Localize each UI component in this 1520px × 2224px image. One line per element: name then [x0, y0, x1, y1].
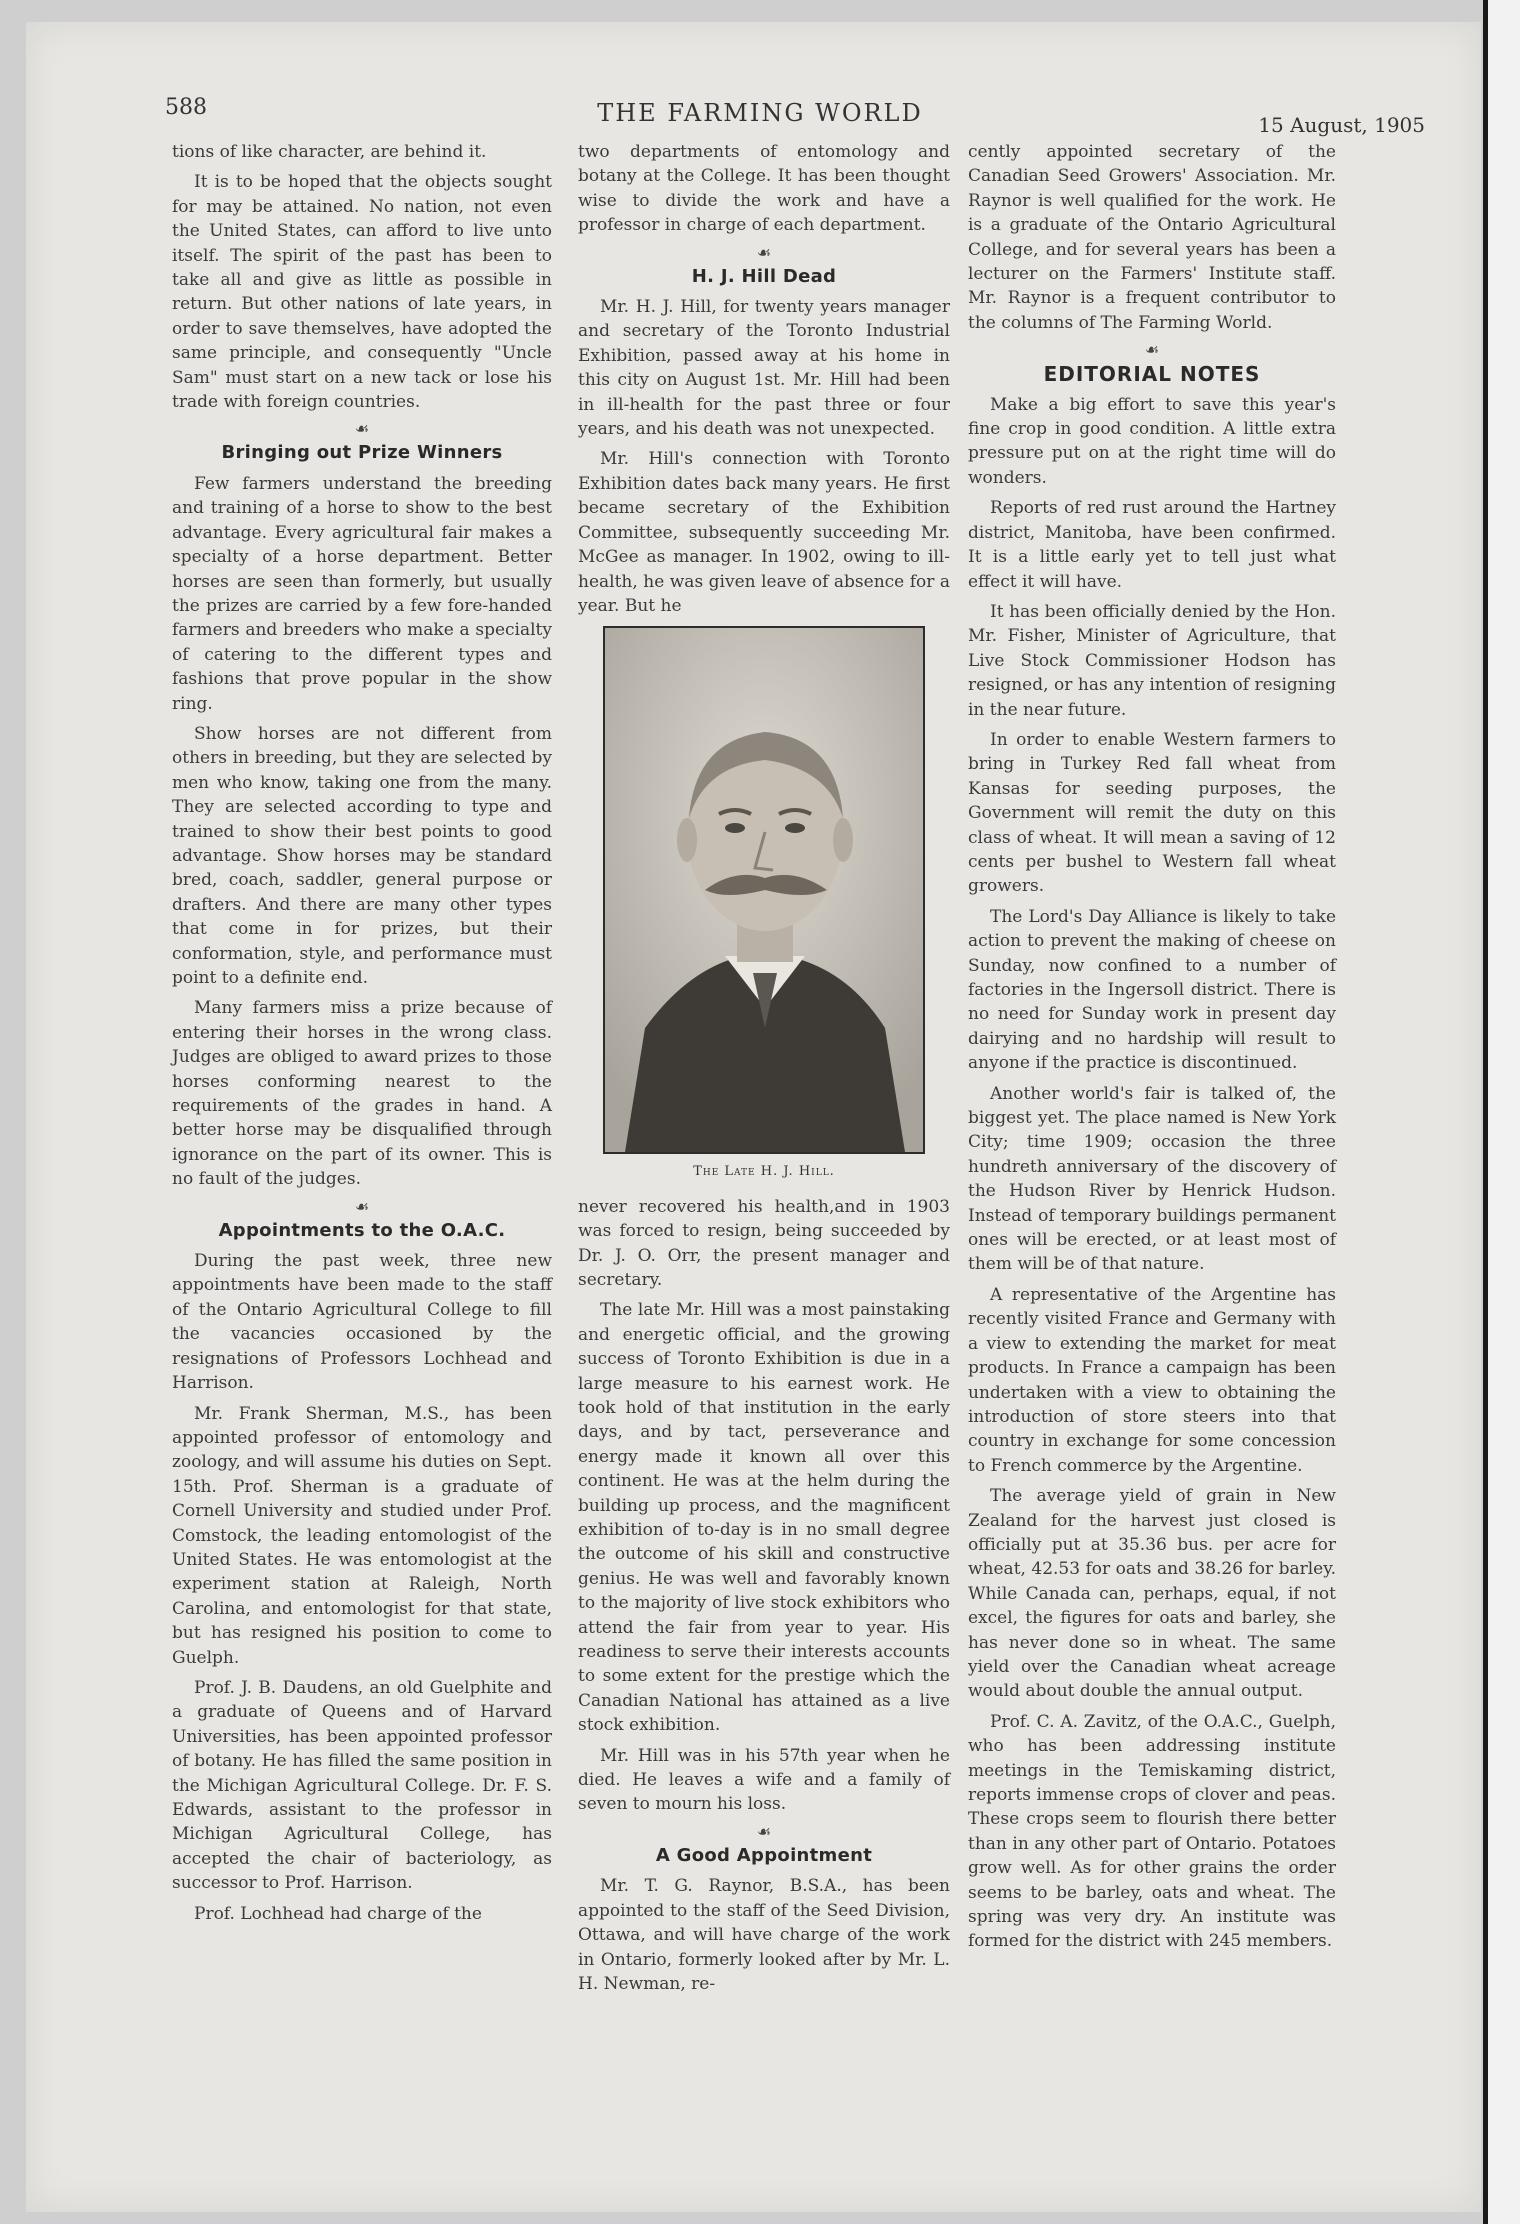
article-heading-oac-appointments: Appointments to the O.A.C. — [218, 1219, 506, 1241]
paragraph: Another world's fair is talked of, the biggest yet. The place named is New York City; time 1909; occasion the three hundreth anniversary of the discovery of the Hudson River by Henrick Hudson. Instead of temporary buildings permanent ones will be erected, or at least most of them will be of that nature. — [968, 1083, 1336, 1275]
paragraph: Mr. H. J. Hill, for twenty years manager and secretary of the Toronto Industrial Exhibition, passed away at his home in this city on August 1st. Mr. Hill had been in ill-health for the past three or four years, and his death was not unexpected. — [578, 297, 950, 440]
masthead-title: THE FARMING WORLD — [597, 99, 923, 127]
fleuron-ornament: ☙ — [756, 1821, 772, 1841]
page-number: 588 — [165, 95, 207, 120]
article-heading-hill-dead: H. J. Hill Dead — [691, 265, 837, 287]
paragraph: The late Mr. Hill was a most painstaking and energetic official, and the growing success of Toronto Exhibition is due in a large measure to his earnest work. He took hold of that institution in the early days, and by tact, perseverance and energy made it known all over this continent. He was at the helm during the building up process, and the magnificent exhibition of to-day is in no small degree the outcome of his skill and constructive genius. He was well and favorably known to the majority of live stock exhibitors who attend the fair from year to year. His readiness to serve their interests accounts to some extent for the prestige which the Canadian National has attained as a live stock exhibition. — [578, 1300, 950, 1736]
paragraph: Make a big effort to save this year's fine crop in good condition. A little extra pressure put on at the right time will do wonders. — [968, 394, 1336, 488]
fleuron-ornament: ☙ — [354, 419, 370, 439]
paragraph: In order to enable Western farmers to bring in Turkey Red fall wheat from Kansas for seeding purposes, the Government will remit the duty on this class of wheat. It will mean a saving of 12 cents per bushel to Western fall wheat growers. — [968, 729, 1336, 897]
paragraph: tions of like character, are behind it. — [172, 142, 487, 162]
column-2 — [578, 140, 950, 2002]
paragraph: never recovered his health,and in 1903 was forced to resign, being succeeded by Dr. J. O. Orr, the present manager and secretary. — [578, 1196, 950, 1290]
paragraph: two departments of entomology and botany at the College. It has been thought wise to divide the work and have a professor in charge of each department. — [578, 142, 950, 236]
scan-margin — [1488, 0, 1520, 2224]
paragraph: Many farmers miss a prize because of entering their horses in the wrong class. Judges are obliged to award prizes to those horses conforming nearest to the requirements of the grades in hand. A better horse may be disqualified through ignorance on the part of its owner. This is no fault of the judges. — [172, 998, 552, 1190]
paragraph: The Lord's Day Alliance is likely to take action to prevent the making of cheese on Sunday, now confined to a number of factories in the Ingersoll district. There is no need for Sunday work in present day dairying and no hardship will result to anyone if the practice is discontinued. — [968, 906, 1336, 1074]
portrait-illustration — [605, 628, 923, 1152]
article-heading-good-appointment: A Good Appointment — [655, 1844, 873, 1866]
paragraph: Show horses are not different from others in breeding, but they are selected by men who know, taking one from the many. They are selected according to type and trained to show their best points to good advantage. Show horses may be standard bred, coach, saddler, general purpose or drafters. And there are many other types that come in for prizes, but their conformation, style, and performance must point to a definite end. — [172, 723, 552, 988]
issue-date: 15 August, 1905 — [1258, 113, 1425, 137]
column-3 — [968, 140, 1336, 1960]
paragraph: Reports of red rust around the Hartney district, Manitoba, have been confirmed. It is a little early yet to tell just what effect it will have. — [968, 498, 1336, 592]
column-1 — [172, 140, 552, 1932]
portrait-photo — [603, 626, 925, 1154]
photo-caption: The Late H. J. Hill. — [693, 1164, 835, 1180]
paragraph: cently appointed secretary of the Canadian Seed Growers' Association. Mr. Raynor is well qualified for the work. He is a graduate of the Ontario Agricultural College, and for several years has been a lecturer on the Farmers' Institute staff. Mr. Raynor is a frequent contributor to the columns of The Farming World. — [968, 142, 1336, 333]
paragraph: It is to be hoped that the objects sought for may be attained. No nation, not even the United States, can afford to live unto itself. The spirit of the past has been to take all and give as little as possible in return. But other nations of late years, in order to save themselves, have adopted the same principle, and consequently "Uncle Sam" must start on a new tack or lose his trade with foreign countries. — [172, 172, 552, 413]
paragraph: Mr. Hill was in his 57th year when he died. He leaves a wife and a family of seven to mourn his loss. — [578, 1745, 950, 1815]
paragraph: Mr. Frank Sherman, M.S., has been appointed professor of entomology and zoology, and will assume his duties on Sept. 15th. Prof. Sherman is a graduate of Cornell University and studied under Prof. Comstock, the leading entomologist of the United States. He was entomologist at the experiment station at Raleigh, North Carolina, and entomologist for that state, but has resigned his position to come to Guelph. — [172, 1403, 552, 1668]
section-heading-editorial-notes: EDITORIAL NOTES — [1043, 362, 1261, 387]
paragraph: Prof. C. A. Zavitz, of the O.A.C., Guelph, who has been addressing institute meetings in the Temiskaming district, reports immense crops of clover and peas. These crops seem to flourish there better than in any other part of Ontario. Potatoes grow well. As for other grains the order seems to be barley, oats and wheat. The spring was very dry. An institute was formed for the district with 245 members. — [968, 1711, 1336, 1952]
paragraph: Mr. T. G. Raynor, B.S.A., has been appointed to the staff of the Seed Division, Ottawa, and will have charge of the work in Ontario, formerly looked after by Mr. L. H. Newman, re- — [578, 1876, 950, 1994]
paragraph: A representative of the Argentine has recently visited France and Germany with a view to extending the market for meat products. In France a campaign has been undertaken with a view to obtaining the introduction of store steers into that country in exchange for some concession to French commerce by the Argentine. — [968, 1284, 1336, 1476]
paragraph: Mr. Hill's connection with Toronto Exhibition dates back many years. He first became secretary of the Exhibition Committee, subsequently succeeding Mr. McGee as manager. In 1902, owing to ill-health, he was given leave of absence for a year. But he — [578, 449, 950, 616]
paragraph: It has been officially denied by the Hon. Mr. Fisher, Minister of Agriculture, that Live Stock Commissioner Hodson has resigned, or has any intention of resigning in the near future. — [968, 601, 1336, 720]
paragraph: Prof. Lochhead had charge of the — [194, 1903, 482, 1924]
paragraph: The average yield of grain in New Zealand for the harvest just closed is officially put at 35.36 bus. per acre for wheat, 42.53 for oats and 38.26 for barley. While Canada can, perhaps, equal, if not excel, the figures for oats and barley, she has never done so in wheat. The same yield over the Canadian wheat acreage would about double the annual output. — [968, 1486, 1336, 1702]
page-header — [0, 95, 1520, 135]
fleuron-ornament: ☙ — [1144, 340, 1160, 360]
fleuron-ornament: ☙ — [354, 1196, 370, 1216]
article-heading-prize-winners: Bringing out Prize Winners — [221, 442, 503, 464]
paragraph: Few farmers understand the breeding and training of a horse to show to the best advantage. Every agricultural fair makes a specialty of a horse department. Better horses are seen than formerly, but usually the prizes are carried by a few fore-handed farmers and breeders who make a specialty of catering to the different types and fashions that prove popular in the show ring. — [172, 473, 552, 714]
fleuron-ornament: ☙ — [756, 242, 772, 262]
paragraph: During the past week, three new appointments have been made to the staff of the Ontario Agricultural College to fill the vacancies occasioned by the resignations of Professors Lochhead and Harrison. — [172, 1251, 552, 1394]
paragraph: Prof. J. B. Daudens, an old Guelphite and a graduate of Queens and of Harvard Universities, has been appointed professor of botany. He has filled the same position in the Michigan Agricultural College. Dr. F. S. Edwards, assistant to the professor in Michigan Agricultural College, has accepted the chair of bacteriology, as successor to Prof. Harrison. — [172, 1677, 552, 1894]
